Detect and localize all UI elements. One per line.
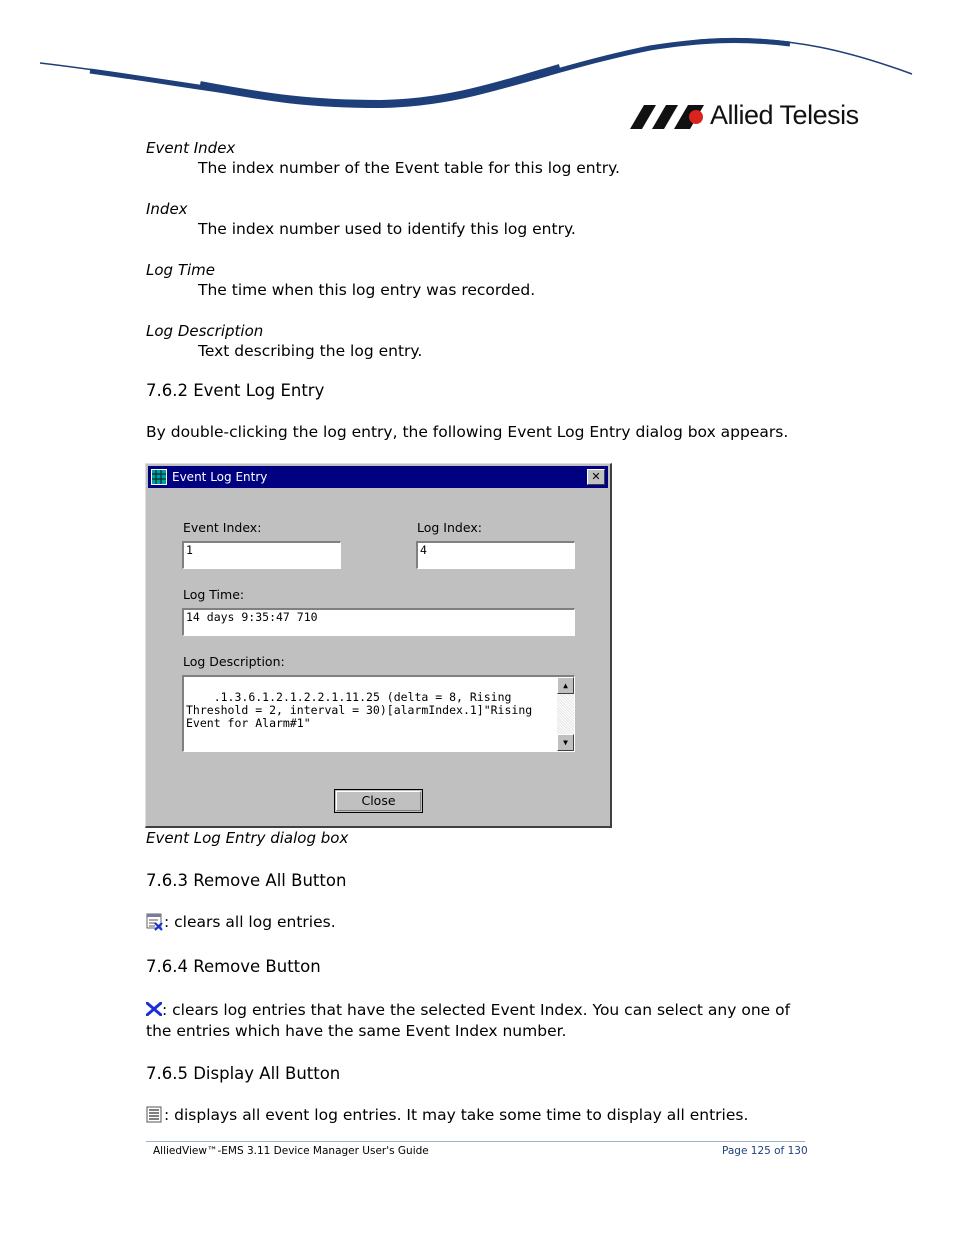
close-button-label: Close	[361, 793, 396, 808]
log-index-label: Log Index:	[417, 520, 482, 535]
heading-display-all-button: 7.6.5 Display All Button	[146, 1064, 341, 1083]
heading-remove-button: 7.6.4 Remove Button	[146, 957, 321, 976]
dialog-titlebar[interactable]	[148, 466, 608, 488]
dialog-title: Event Log Entry	[172, 470, 268, 484]
grid-app-icon	[151, 469, 167, 485]
event-index-field[interactable]: 1	[182, 541, 341, 569]
remove-x-icon	[146, 1002, 162, 1016]
remove-all-text: : clears all log entries.	[164, 913, 336, 931]
log-description-textarea[interactable]	[182, 675, 575, 752]
allied-telesis-logo-mark	[630, 103, 704, 129]
log-description-text: .1.3.6.1.2.1.2.2.1.11.25 (delta = 8, Rising Threshold = 2, interval = 30)[alarmIndex.1]"Rising Event for Alarm#1"	[186, 690, 540, 730]
header-swoosh	[0, 0, 954, 115]
display-all-line	[146, 1106, 748, 1124]
log-description-scrollbar[interactable]	[557, 677, 574, 751]
event-log-entry-dialog	[145, 463, 612, 828]
term-log-description: Log Description	[146, 322, 264, 340]
log-time-field[interactable]: 14 days 9:35:47 710	[182, 608, 575, 636]
scroll-up-icon[interactable]: ▲	[557, 677, 574, 694]
list-icon	[146, 1106, 164, 1124]
remove-button-paragraph	[146, 1000, 806, 1042]
desc-index: The index number used to identify this log entry.	[198, 220, 576, 238]
footer-page-number: Page 125 of 130	[722, 1145, 808, 1157]
log-description-label: Log Description:	[183, 654, 285, 669]
remove-all-line	[146, 913, 336, 931]
display-all-text: : displays all event log entries. It may take some time to display all entries.	[164, 1106, 749, 1124]
heading-remove-all-button: 7.6.3 Remove All Button	[146, 871, 347, 890]
event-index-label: Event Index:	[183, 520, 262, 535]
desc-log-time: The time when this log entry was recorded.	[198, 281, 536, 299]
log-time-label: Log Time:	[183, 587, 245, 602]
scroll-down-icon[interactable]: ▼	[557, 734, 574, 751]
remove-button-text: : clears log entries that have the selected Event Index. You can select any one of the entries which have the same Event Index number.	[146, 1001, 791, 1040]
term-log-time: Log Time	[146, 261, 215, 279]
remove-all-icon	[146, 913, 164, 931]
heading-event-log-entry: 7.6.2 Event Log Entry	[146, 381, 325, 400]
para-event-log-entry: By double-clicking the log entry, the following Event Log Entry dialog box appears.	[146, 423, 789, 441]
logo-text: Allied Telesis	[710, 100, 859, 130]
footer-document-title: AlliedView™-EMS 3.11 Device Manager User's Guide	[153, 1145, 429, 1157]
desc-log-description: Text describing the log entry.	[198, 342, 423, 360]
footer-rule	[146, 1141, 805, 1142]
log-index-field[interactable]: 4	[416, 541, 575, 569]
allied-telesis-logo	[630, 100, 859, 131]
close-button[interactable]	[334, 789, 423, 813]
term-index: Index	[146, 200, 188, 218]
term-event-index: Event Index	[146, 139, 236, 157]
figure-caption: Event Log Entry dialog box	[146, 829, 349, 847]
desc-event-index: The index number of the Event table for this log entry.	[198, 159, 620, 177]
close-icon[interactable]: ✕	[587, 469, 605, 485]
